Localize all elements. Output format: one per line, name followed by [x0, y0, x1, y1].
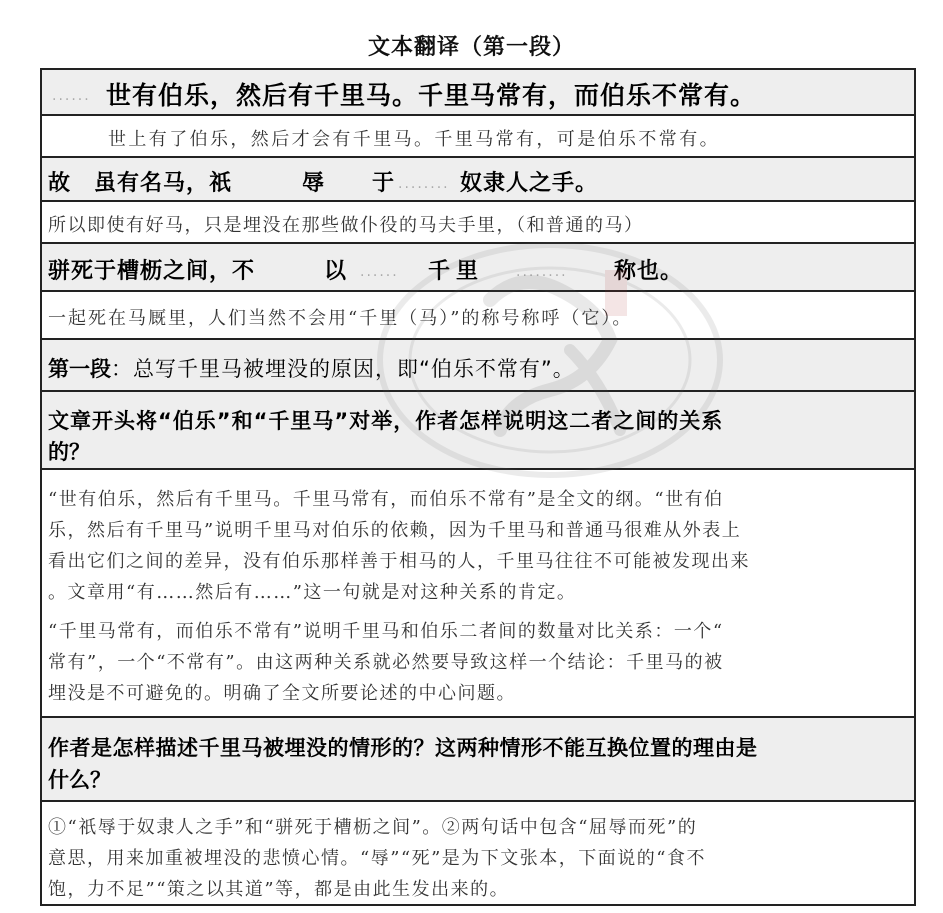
- answer-line: 乐，然后有千里马”说明千里马对伯乐的依赖，因为千里马和普通马很难从外表上: [48, 520, 742, 541]
- blank-dots: ......: [52, 88, 91, 104]
- original-word-nuli: 奴隶人之手。: [460, 171, 599, 196]
- answer-line: 埋没是不可避免的。明确了全文所要论述的中心问题。: [48, 683, 516, 704]
- blank-dots: ........: [516, 264, 568, 280]
- row-answer-2: [42, 802, 914, 904]
- row-original-2: [42, 158, 914, 202]
- answer-line: 饱，力不足”“策之以其道”等，都是由此生发出来的。: [48, 879, 510, 900]
- original-word-yu: 于: [372, 171, 395, 196]
- row-original-1: [42, 70, 914, 116]
- question-2-line-1: 作者是怎样描述千里马被埋没的情形的？这两种情形不能互换位置的理由是: [48, 736, 758, 760]
- row-translation-3: [42, 292, 914, 340]
- original-sentence-1: 世有伯乐，然后有千里马。千里马常有，而伯乐不常有。: [106, 81, 757, 110]
- row-original-3: [42, 244, 914, 292]
- page-title: 文本翻译（第一段）: [367, 35, 575, 60]
- answer-line: 。文章用“有……然后有……”这一句就是对这种关系的肯定。: [48, 582, 577, 603]
- row-question-2: [42, 718, 914, 802]
- answer-line: 意思，用来加重被埋没的悲愤心情。“辱”“死”是为下文张本，下面说的“食不: [48, 848, 707, 869]
- translation-sentence-2: 所以即使有好马，只是埋没在那些做仆役的马夫手里，（和普通的马）: [48, 215, 644, 236]
- blank-dots: ........: [398, 176, 450, 192]
- original-word-yi: 以: [324, 259, 347, 284]
- original-word-qianli: 千里: [428, 259, 485, 284]
- row-question-1: [42, 392, 914, 470]
- row-translation-2: [42, 202, 914, 244]
- answer-2-paragraph: [48, 812, 906, 905]
- question-2-line-2: 什么？: [48, 768, 111, 792]
- original-phrase-pian: 骈死于槽枥之间，不: [48, 259, 256, 284]
- answer-line: ①“祇辱于奴隶人之手”和“骈死于槽枥之间”。②两句话中包含“屈辱而死”的: [48, 817, 698, 838]
- answer-line: 看出它们之间的差异，没有伯乐那样善于相马的人，千里马往往不可能被发现出来: [48, 551, 750, 572]
- question-1-line-2: 的？: [48, 440, 90, 464]
- original-word-group: 虽有名马，祇: [94, 171, 233, 196]
- summary-label: 第一段: [48, 357, 111, 381]
- translation-sentence-3: 一起死在马厩里，人们当然不会用“千里（马）”的称号称呼（它）。: [48, 308, 633, 329]
- row-answer-1: [42, 470, 914, 718]
- row-translation-1: [42, 116, 914, 158]
- answer-line: 常有”，一个“不常有”。由这两种关系就必然要导致这样一个结论：千里马的被: [48, 652, 724, 673]
- translation-sentence-1: 世上有了伯乐，然后才会有千里马。千里马常有，可是伯乐不常有。: [108, 129, 720, 150]
- answer-line: “千里马常有，而伯乐不常有”说明千里马和伯乐二者间的数量对比关系：一个“: [48, 621, 724, 642]
- blank-dots: ......: [360, 264, 399, 280]
- original-word-ru: 辱: [302, 171, 325, 196]
- answer-line: “世有伯乐，然后有千里马。千里马常有，而伯乐不常有”是全文的纲。“世有伯: [48, 489, 724, 510]
- answer-1-paragraph-1: [48, 484, 906, 608]
- question-1-line-1: 文章开头将“伯乐”和“千里马”对举，作者怎样说明这二者之间的关系: [48, 409, 724, 433]
- original-word-chengye: 称也。: [614, 259, 684, 284]
- translation-table: [40, 68, 916, 906]
- answer-1-paragraph-2: [48, 616, 906, 709]
- summary-text: ：总写千里马被埋没的原因，即“伯乐不常有”。: [111, 357, 575, 381]
- original-word-gu: 故: [48, 171, 71, 196]
- row-summary: [42, 340, 914, 392]
